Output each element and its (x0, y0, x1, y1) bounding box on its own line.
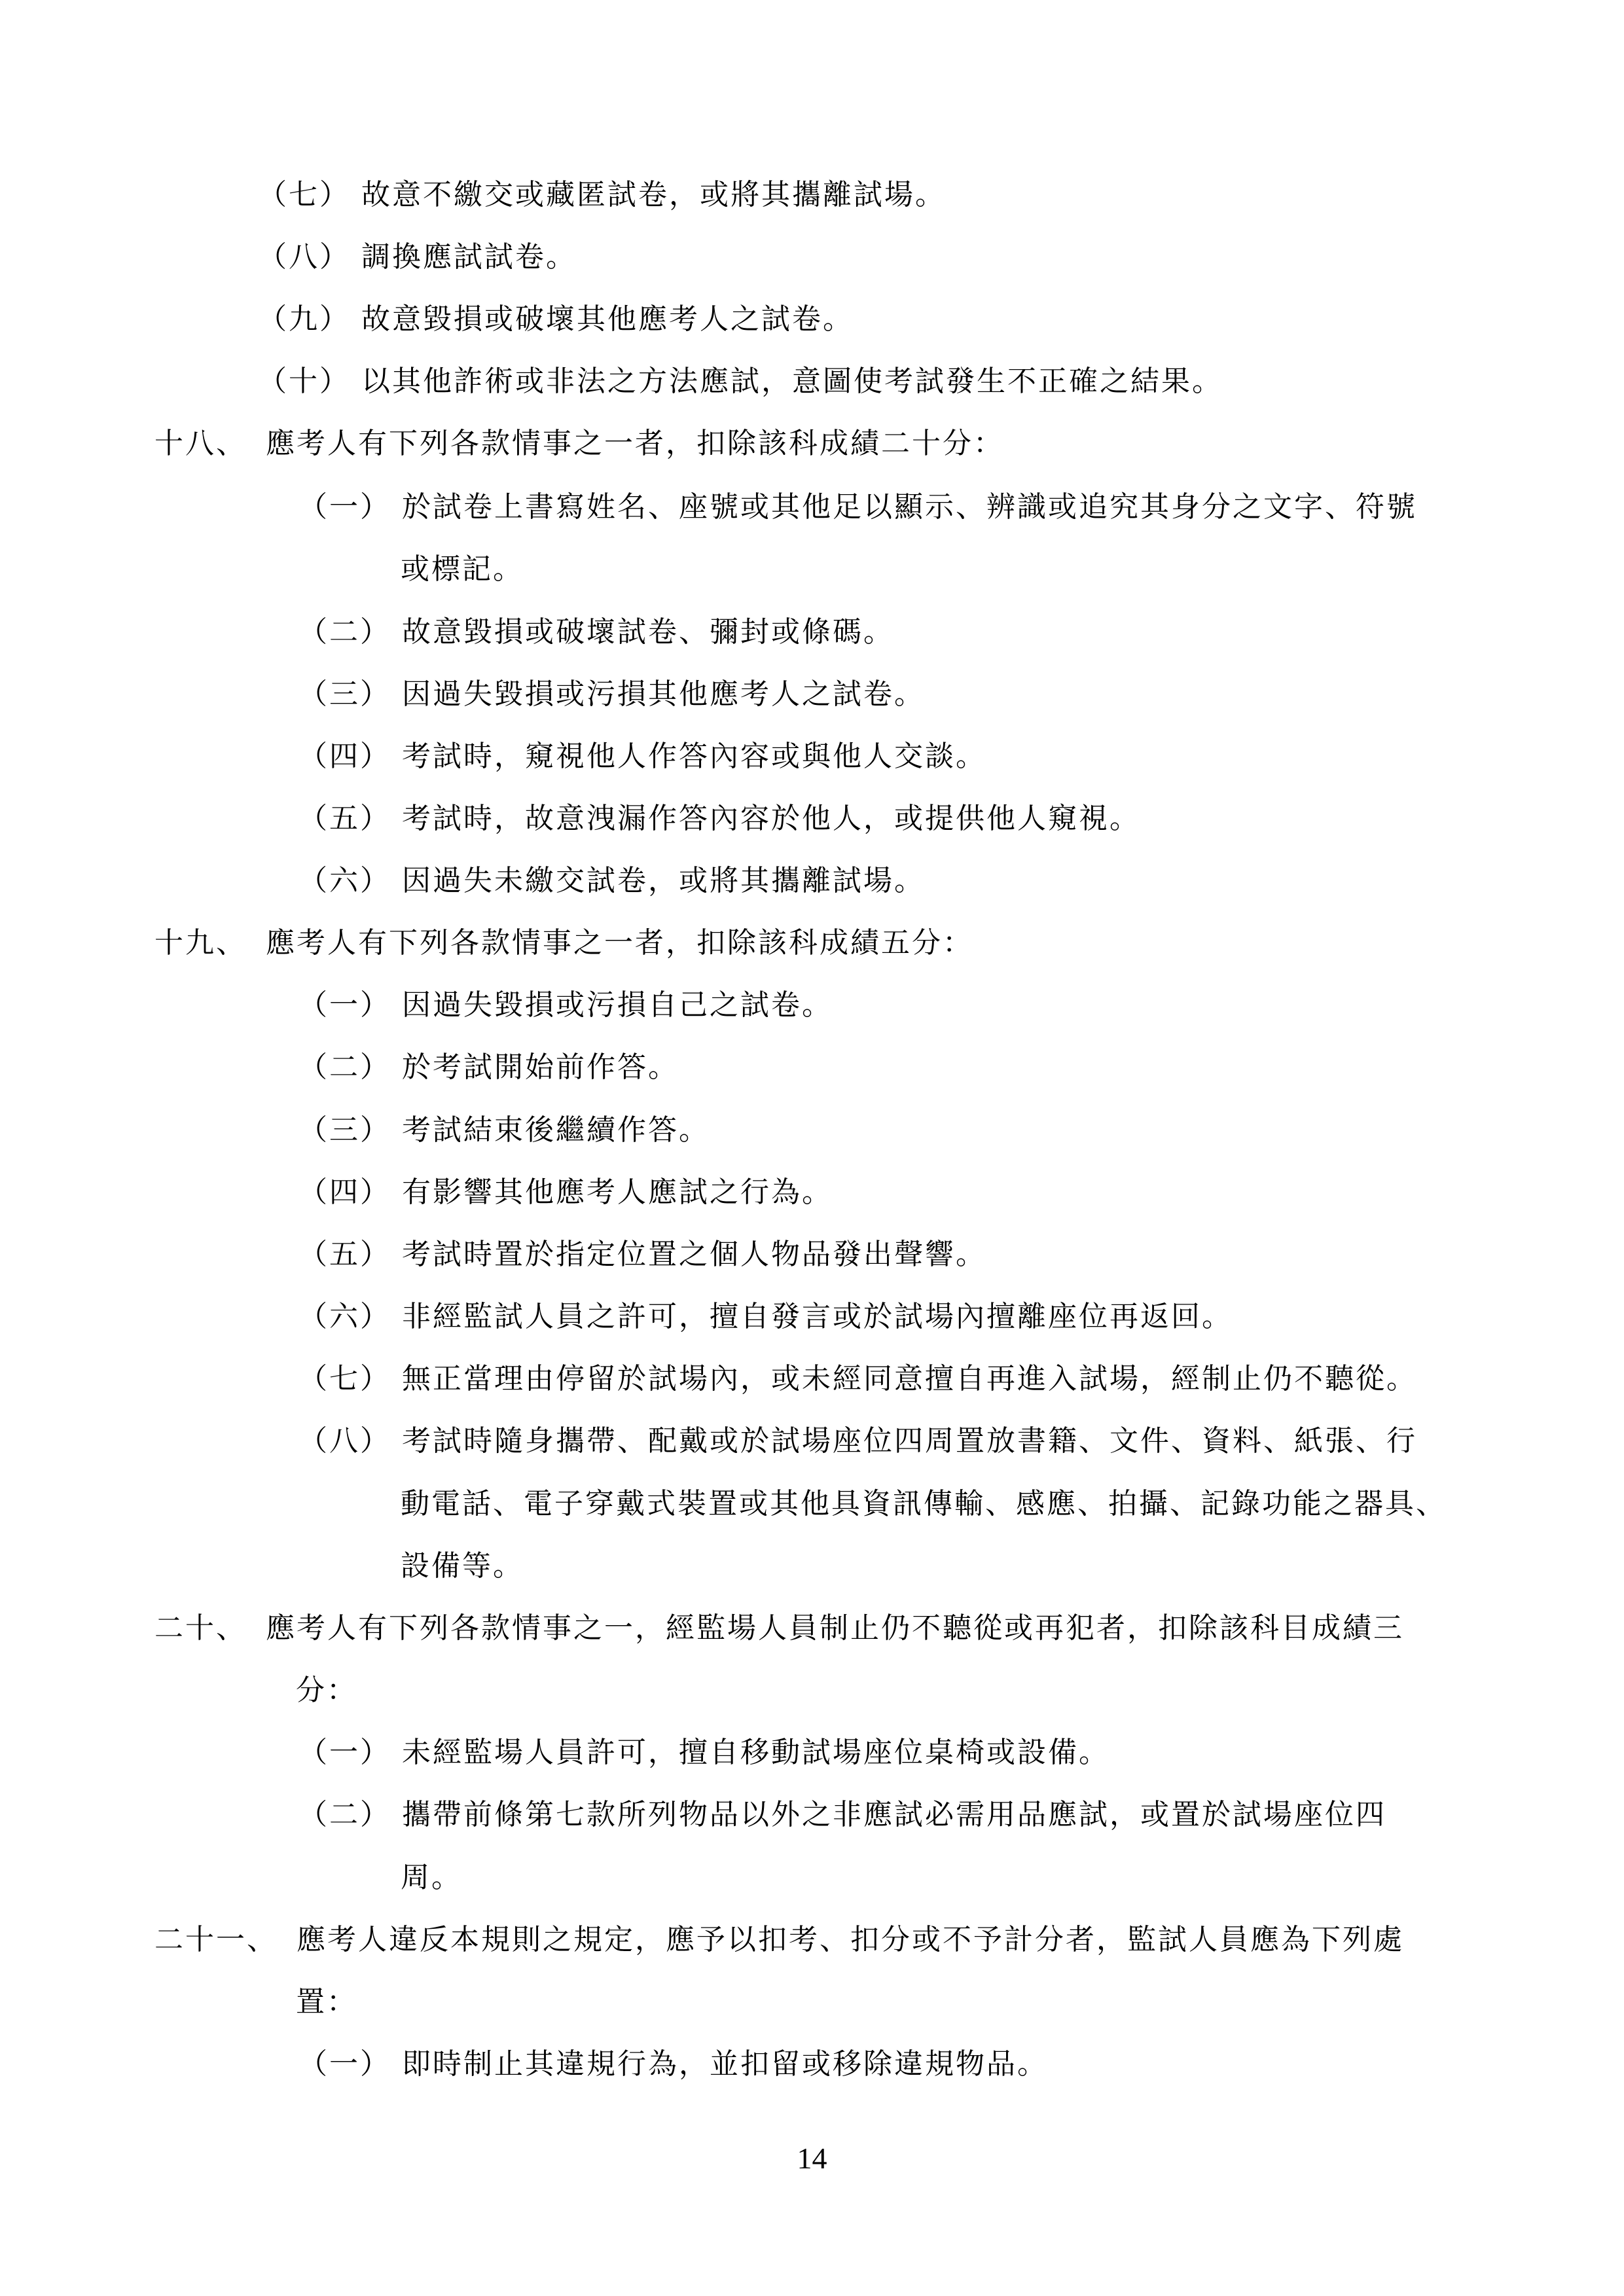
item-text: 於試卷上書寫姓名、座號或其他足以顯示、辨識或追究其身分之文字、符號 (402, 490, 1417, 524)
item-text: 有影響其他應考人應試之行為。 (402, 1175, 833, 1209)
item-text: 非經監試人員之許可，擅自發言或於試場內擅離座位再返回。 (402, 1300, 1233, 1333)
list-item (258, 238, 577, 277)
item-text: 考試時，窺視他人作答內容或與他人交談。 (402, 740, 986, 773)
item-marker: （十） (258, 365, 350, 398)
item-marker: （八） (258, 240, 350, 274)
article-number: 十八、 (154, 427, 247, 460)
article-heading (154, 424, 1004, 463)
list-item (298, 1359, 1417, 1399)
item-marker: （六） (298, 1300, 391, 1333)
article-number: 二十、 (154, 1611, 247, 1645)
item-marker: （三） (298, 1113, 391, 1147)
item-text: 即時制止其違規行為，並扣留或移除違規物品。 (402, 2047, 1048, 2081)
article-heading (154, 1609, 1404, 1648)
list-item (298, 1733, 1110, 1772)
item-marker: （一） (298, 2047, 391, 2081)
article-text: 應考人有下列各款情事之一者，扣除該科成績二十分： (266, 427, 1004, 460)
list-item (298, 1235, 986, 1274)
list-item (298, 675, 925, 714)
item-marker: （二） (298, 1798, 391, 1831)
item-text: 周。 (401, 1861, 462, 1894)
item-text: 未經監場人員許可，擅自移動試場座位桌椅或設備。 (402, 1736, 1110, 1769)
list-item (298, 1048, 679, 1087)
item-marker: （一） (298, 1736, 391, 1769)
item-text: 考試時，故意洩漏作答內容於他人，或提供他人窺視。 (402, 802, 1140, 835)
item-marker: （五） (298, 1238, 391, 1271)
item-text: 因過失毀損或污損其他應考人之試卷。 (402, 677, 925, 711)
list-item (298, 1111, 710, 1150)
list-item (298, 799, 1140, 838)
list-item (258, 362, 1223, 401)
list-item-continuation (401, 550, 524, 589)
item-marker: （八） (298, 1424, 391, 1458)
item-text: 無正當理由停留於試場內，或未經同意擅自再進入試場，經制止仍不聽從。 (402, 1362, 1417, 1395)
item-text: 故意毀損或破壞其他應考人之試卷。 (361, 302, 854, 336)
list-item (298, 1297, 1233, 1336)
page-number: 14 (797, 2142, 827, 2175)
item-text: 攜帶前條第七款所列物品以外之非應試必需用品應試，或置於試場座位四 (402, 1798, 1386, 1831)
list-item (298, 1795, 1386, 1835)
item-text: 動電話、電子穿戴式裝置或其他具資訊傳輸、感應、拍攝、記錄功能之器具、 (401, 1487, 1447, 1520)
item-text: 於考試開始前作答。 (402, 1050, 679, 1084)
item-text: 設備等。 (401, 1549, 524, 1583)
item-text: 故意毀損或破壞試卷、彌封或條碼。 (402, 615, 894, 649)
item-marker: （五） (298, 802, 391, 835)
article-continuation (296, 1671, 357, 1710)
article-text: 分： (296, 1674, 357, 1707)
article-heading (154, 924, 973, 963)
item-text: 因過失毀損或污損自己之試卷。 (402, 988, 833, 1022)
item-marker: （四） (298, 1175, 391, 1209)
article-continuation (296, 1982, 357, 2022)
list-item (298, 1173, 833, 1212)
list-item (298, 1422, 1417, 1461)
item-text: 故意不繳交或藏匿試卷，或將其攜離試場。 (361, 178, 946, 211)
item-marker: （六） (298, 864, 391, 897)
list-item-continuation (401, 1858, 462, 1897)
item-text: 因過失未繳交試卷，或將其攜離試場。 (402, 864, 925, 897)
item-marker: （一） (298, 988, 391, 1022)
article-text: 應考人有下列各款情事之一者，扣除該科成績五分： (266, 926, 973, 960)
item-marker: （九） (258, 302, 350, 336)
item-marker: （七） (298, 1362, 391, 1395)
item-text: 以其他詐術或非法之方法應試，意圖使考試發生不正確之結果。 (361, 365, 1223, 398)
item-text: 考試時置於指定位置之個人物品發出聲響。 (402, 1238, 986, 1271)
item-text: 考試結束後繼續作答。 (402, 1113, 710, 1147)
list-item-continuation (401, 1547, 524, 1586)
item-marker: （二） (298, 1050, 391, 1084)
list-item-continuation (401, 1484, 1447, 1524)
article-text: 應考人違反本規則之規定，應予以扣考、扣分或不予計分者，監試人員應為下列處 (297, 1923, 1404, 1956)
article-number: 二十一、 (154, 1923, 278, 1956)
item-marker: （三） (298, 677, 391, 711)
article-number: 十九、 (154, 926, 247, 960)
article-heading (154, 1920, 1404, 1960)
list-item (258, 300, 854, 339)
list-item (258, 175, 946, 215)
item-marker: （一） (298, 490, 391, 524)
item-text: 調換應試試卷。 (361, 240, 577, 274)
list-item (298, 488, 1417, 527)
article-text: 置： (296, 1985, 357, 2018)
item-marker: （二） (298, 615, 391, 649)
list-item (298, 613, 894, 652)
article-text: 應考人有下列各款情事之一，經監場人員制止仍不聽從或再犯者，扣除該科目成績三 (266, 1611, 1404, 1645)
item-marker: （七） (258, 178, 350, 211)
item-text: 考試時隨身攜帶、配戴或於試場座位四周置放書籍、文件、資料、紙張、行 (402, 1424, 1417, 1458)
list-item (298, 861, 925, 901)
list-item (298, 986, 833, 1025)
list-item (298, 2045, 1048, 2084)
list-item (298, 737, 986, 776)
item-marker: （四） (298, 740, 391, 773)
item-text: 或標記。 (401, 552, 524, 586)
